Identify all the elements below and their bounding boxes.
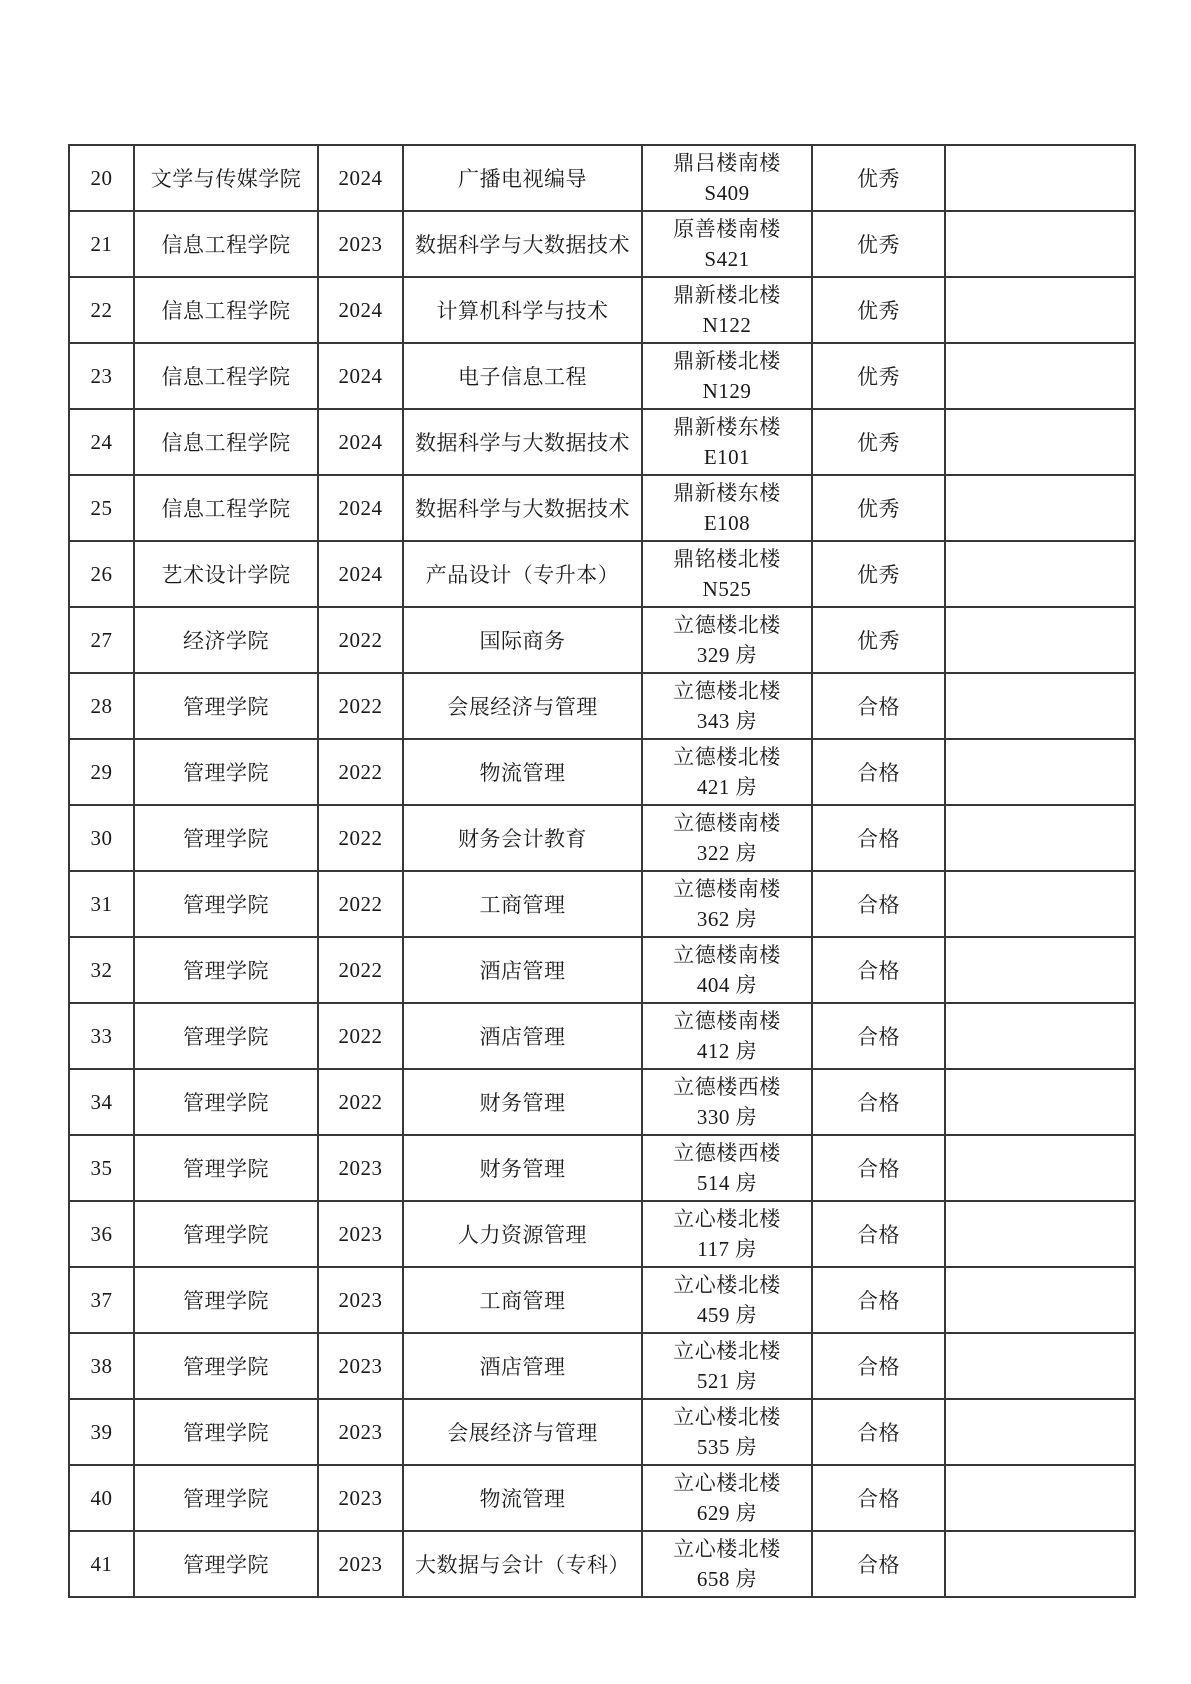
- location-room: N129: [702, 379, 752, 403]
- cell-major: 会展经济与管理: [403, 1399, 642, 1465]
- cell-row-number: 34: [69, 1069, 134, 1135]
- cell-college: 管理学院: [134, 937, 318, 1003]
- location-room: E101: [703, 445, 751, 469]
- cell-major: 酒店管理: [403, 1333, 642, 1399]
- cell-note: [945, 673, 1135, 739]
- location-room: N122: [702, 313, 752, 337]
- cell-grade: 合格: [812, 1531, 945, 1597]
- table-row: [69, 1069, 1135, 1135]
- location-building: 立德楼南楼: [673, 943, 781, 967]
- table-row: [69, 1531, 1135, 1597]
- cell-grade: 合格: [812, 739, 945, 805]
- location-room: 412 房: [696, 1039, 758, 1063]
- cell-major: 国际商务: [403, 607, 642, 673]
- table-row: [69, 145, 1135, 211]
- cell-year: 2022: [318, 607, 403, 673]
- table-row: [69, 1201, 1135, 1267]
- cell-college: 信息工程学院: [134, 277, 318, 343]
- cell-college: 信息工程学院: [134, 409, 318, 475]
- table-row: [69, 1135, 1135, 1201]
- cell-college: 管理学院: [134, 1267, 318, 1333]
- cell-location: [642, 1135, 812, 1201]
- cell-major: 工商管理: [403, 1267, 642, 1333]
- cell-year: 2022: [318, 1069, 403, 1135]
- cell-note: [945, 1399, 1135, 1465]
- location-building: 立心楼北楼: [673, 1207, 781, 1231]
- cell-location: [642, 475, 812, 541]
- table-body: [69, 145, 1135, 1597]
- cell-major: 财务管理: [403, 1069, 642, 1135]
- cell-row-number: 39: [69, 1399, 134, 1465]
- cell-college: 艺术设计学院: [134, 541, 318, 607]
- table-row: [69, 541, 1135, 607]
- cell-location: [642, 871, 812, 937]
- cell-note: [945, 739, 1135, 805]
- location-room: 404 房: [696, 973, 758, 997]
- cell-major: 大数据与会计（专科）: [403, 1531, 642, 1597]
- cell-major: 数据科学与大数据技术: [403, 409, 642, 475]
- cell-row-number: 41: [69, 1531, 134, 1597]
- cell-year: 2022: [318, 871, 403, 937]
- cell-row-number: 29: [69, 739, 134, 805]
- cell-row-number: 24: [69, 409, 134, 475]
- cell-college: 信息工程学院: [134, 475, 318, 541]
- cell-year: 2022: [318, 739, 403, 805]
- cell-year: 2023: [318, 1465, 403, 1531]
- location-room: 535 房: [696, 1435, 758, 1459]
- cell-location: [642, 1531, 812, 1597]
- cell-college: 管理学院: [134, 1531, 318, 1597]
- cell-college: 管理学院: [134, 1333, 318, 1399]
- table-row: [69, 409, 1135, 475]
- cell-row-number: 21: [69, 211, 134, 277]
- location-room: 117 房: [697, 1237, 757, 1261]
- cell-year: 2024: [318, 145, 403, 211]
- table-row: [69, 607, 1135, 673]
- cell-major: 工商管理: [403, 871, 642, 937]
- location-room: N525: [702, 577, 752, 601]
- cell-row-number: 32: [69, 937, 134, 1003]
- cell-note: [945, 1333, 1135, 1399]
- table-row: [69, 1399, 1135, 1465]
- cell-grade: 优秀: [812, 145, 945, 211]
- cell-college: 管理学院: [134, 1399, 318, 1465]
- location-building: 立德楼西楼: [673, 1141, 781, 1165]
- cell-location: [642, 145, 812, 211]
- cell-location: [642, 541, 812, 607]
- location-building: 鼎吕楼南楼: [673, 151, 781, 175]
- cell-note: [945, 211, 1135, 277]
- table-row: [69, 475, 1135, 541]
- cell-row-number: 22: [69, 277, 134, 343]
- table-row: [69, 1003, 1135, 1069]
- location-room: 658 房: [696, 1567, 758, 1591]
- table-row: [69, 937, 1135, 1003]
- cell-note: [945, 1267, 1135, 1333]
- cell-note: [945, 475, 1135, 541]
- location-room: 521 房: [696, 1369, 758, 1393]
- cell-grade: 合格: [812, 1399, 945, 1465]
- location-building: 立心楼北楼: [673, 1537, 781, 1561]
- cell-location: [642, 1003, 812, 1069]
- cell-note: [945, 937, 1135, 1003]
- cell-location: [642, 1069, 812, 1135]
- location-room: 514 房: [696, 1171, 758, 1195]
- cell-note: [945, 541, 1135, 607]
- location-building: 立德楼南楼: [673, 1009, 781, 1033]
- cell-year: 2023: [318, 1333, 403, 1399]
- cell-college: 管理学院: [134, 1135, 318, 1201]
- table-row: [69, 1267, 1135, 1333]
- cell-location: [642, 1399, 812, 1465]
- location-room: 459 房: [696, 1303, 758, 1327]
- cell-location: [642, 1333, 812, 1399]
- cell-major: 酒店管理: [403, 937, 642, 1003]
- cell-location: [642, 1267, 812, 1333]
- cell-note: [945, 343, 1135, 409]
- cell-row-number: 36: [69, 1201, 134, 1267]
- cell-college: 管理学院: [134, 805, 318, 871]
- location-building: 立心楼北楼: [673, 1339, 781, 1363]
- cell-row-number: 35: [69, 1135, 134, 1201]
- cell-college: 管理学院: [134, 1465, 318, 1531]
- table-row: [69, 277, 1135, 343]
- cell-grade: 合格: [812, 1333, 945, 1399]
- location-building: 鼎新楼北楼: [673, 349, 781, 373]
- cell-major: 广播电视编导: [403, 145, 642, 211]
- cell-year: 2023: [318, 1201, 403, 1267]
- cell-college: 信息工程学院: [134, 211, 318, 277]
- location-room: E108: [703, 511, 751, 535]
- cell-grade: 优秀: [812, 541, 945, 607]
- location-building: 立心楼北楼: [673, 1471, 781, 1495]
- cell-grade: 合格: [812, 1267, 945, 1333]
- cell-row-number: 26: [69, 541, 134, 607]
- location-building: 立德楼南楼: [673, 811, 781, 835]
- cell-grade: 优秀: [812, 475, 945, 541]
- location-building: 原善楼南楼: [673, 217, 781, 241]
- cell-college: 管理学院: [134, 739, 318, 805]
- cell-grade: 合格: [812, 1003, 945, 1069]
- cell-location: [642, 211, 812, 277]
- cell-year: 2022: [318, 805, 403, 871]
- cell-location: [642, 739, 812, 805]
- cell-year: 2022: [318, 937, 403, 1003]
- cell-row-number: 40: [69, 1465, 134, 1531]
- location-room: 330 房: [696, 1105, 758, 1129]
- cell-college: 管理学院: [134, 871, 318, 937]
- cell-year: 2024: [318, 277, 403, 343]
- cell-major: 酒店管理: [403, 1003, 642, 1069]
- cell-note: [945, 1003, 1135, 1069]
- cell-year: 2024: [318, 475, 403, 541]
- cell-location: [642, 1201, 812, 1267]
- cell-location: [642, 1465, 812, 1531]
- cell-major: 数据科学与大数据技术: [403, 475, 642, 541]
- cell-grade: 优秀: [812, 277, 945, 343]
- cell-college: 管理学院: [134, 673, 318, 739]
- cell-major: 物流管理: [403, 1465, 642, 1531]
- table-row: [69, 1465, 1135, 1531]
- cell-grade: 优秀: [812, 409, 945, 475]
- table-row: [69, 805, 1135, 871]
- cell-note: [945, 145, 1135, 211]
- cell-major: 电子信息工程: [403, 343, 642, 409]
- cell-major: 计算机科学与技术: [403, 277, 642, 343]
- location-building: 鼎新楼东楼: [673, 415, 781, 439]
- location-room: 362 房: [696, 907, 758, 931]
- cell-row-number: 28: [69, 673, 134, 739]
- location-building: 立德楼北楼: [673, 613, 781, 637]
- cell-grade: 优秀: [812, 343, 945, 409]
- cell-grade: 合格: [812, 937, 945, 1003]
- cell-college: 管理学院: [134, 1003, 318, 1069]
- location-room: S409: [704, 181, 750, 205]
- cell-major: 财务会计教育: [403, 805, 642, 871]
- cell-location: [642, 673, 812, 739]
- cell-major: 产品设计（专升本）: [403, 541, 642, 607]
- evaluation-table: [68, 144, 1136, 1598]
- table-row: [69, 871, 1135, 937]
- location-building: 立德楼南楼: [673, 877, 781, 901]
- cell-row-number: 37: [69, 1267, 134, 1333]
- cell-row-number: 25: [69, 475, 134, 541]
- cell-location: [642, 343, 812, 409]
- table-row: [69, 211, 1135, 277]
- location-building: 立心楼北楼: [673, 1273, 781, 1297]
- cell-grade: 合格: [812, 1069, 945, 1135]
- cell-year: 2022: [318, 1003, 403, 1069]
- cell-major: 人力资源管理: [403, 1201, 642, 1267]
- cell-year: 2022: [318, 673, 403, 739]
- cell-note: [945, 1531, 1135, 1597]
- location-room: 629 房: [696, 1501, 758, 1525]
- cell-note: [945, 1069, 1135, 1135]
- cell-college: 管理学院: [134, 1069, 318, 1135]
- cell-note: [945, 1465, 1135, 1531]
- cell-grade: 合格: [812, 1201, 945, 1267]
- cell-college: 经济学院: [134, 607, 318, 673]
- cell-year: 2023: [318, 1531, 403, 1597]
- cell-location: [642, 805, 812, 871]
- location-building: 鼎新楼东楼: [673, 481, 781, 505]
- cell-major: 会展经济与管理: [403, 673, 642, 739]
- cell-grade: 合格: [812, 1465, 945, 1531]
- cell-grade: 合格: [812, 871, 945, 937]
- cell-year: 2024: [318, 409, 403, 475]
- location-building: 立心楼北楼: [673, 1405, 781, 1429]
- location-building: 鼎铭楼北楼: [673, 547, 781, 571]
- cell-note: [945, 409, 1135, 475]
- location-room: 421 房: [696, 775, 758, 799]
- cell-note: [945, 1201, 1135, 1267]
- cell-note: [945, 607, 1135, 673]
- cell-location: [642, 277, 812, 343]
- cell-location: [642, 409, 812, 475]
- cell-note: [945, 277, 1135, 343]
- table-row: [69, 739, 1135, 805]
- table-row: [69, 673, 1135, 739]
- cell-major: 物流管理: [403, 739, 642, 805]
- cell-row-number: 33: [69, 1003, 134, 1069]
- cell-row-number: 23: [69, 343, 134, 409]
- cell-note: [945, 805, 1135, 871]
- location-room: 343 房: [696, 709, 758, 733]
- cell-major: 财务管理: [403, 1135, 642, 1201]
- cell-college: 文学与传媒学院: [134, 145, 318, 211]
- cell-grade: 优秀: [812, 211, 945, 277]
- location-building: 立德楼北楼: [673, 679, 781, 703]
- cell-year: 2024: [318, 541, 403, 607]
- cell-major: 数据科学与大数据技术: [403, 211, 642, 277]
- cell-college: 管理学院: [134, 1201, 318, 1267]
- cell-row-number: 27: [69, 607, 134, 673]
- cell-year: 2023: [318, 1135, 403, 1201]
- location-building: 鼎新楼北楼: [673, 283, 781, 307]
- location-room: 322 房: [696, 841, 758, 865]
- cell-year: 2024: [318, 343, 403, 409]
- cell-row-number: 38: [69, 1333, 134, 1399]
- location-building: 立德楼西楼: [673, 1075, 781, 1099]
- cell-grade: 合格: [812, 673, 945, 739]
- cell-grade: 合格: [812, 1135, 945, 1201]
- cell-year: 2023: [318, 211, 403, 277]
- location-room: 329 房: [696, 643, 758, 667]
- cell-row-number: 20: [69, 145, 134, 211]
- cell-row-number: 30: [69, 805, 134, 871]
- table-row: [69, 1333, 1135, 1399]
- cell-grade: 优秀: [812, 607, 945, 673]
- cell-row-number: 31: [69, 871, 134, 937]
- table-row: [69, 343, 1135, 409]
- cell-year: 2023: [318, 1399, 403, 1465]
- cell-location: [642, 937, 812, 1003]
- cell-year: 2023: [318, 1267, 403, 1333]
- cell-location: [642, 607, 812, 673]
- cell-college: 信息工程学院: [134, 343, 318, 409]
- cell-grade: 合格: [812, 805, 945, 871]
- location-room: S421: [704, 247, 750, 271]
- cell-note: [945, 871, 1135, 937]
- location-building: 立德楼北楼: [673, 745, 781, 769]
- cell-note: [945, 1135, 1135, 1201]
